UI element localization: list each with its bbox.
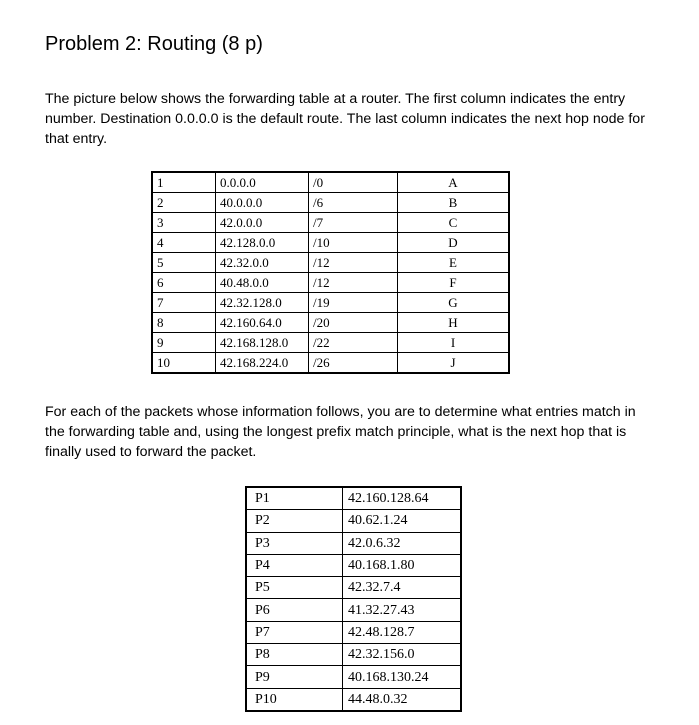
next-hop-cell: F: [398, 273, 510, 293]
destination-cell: 42.32.128.0: [216, 293, 309, 313]
entry-number-cell: 5: [152, 253, 216, 273]
packet-id-cell: P4: [246, 554, 343, 576]
forwarding-table: [151, 171, 510, 374]
forwarding-table-row: [152, 353, 509, 374]
intro-paragraph: The picture below shows the forwarding table at a router. The first column indicates the entry number. Destination 0.0.0.0 is the default route. The last column indicates the next hop node for that entry.: [45, 91, 645, 147]
problem-title: Problem 2: Routing (8 p): [45, 33, 263, 55]
forwarding-table-row: [152, 293, 509, 313]
next-hop-cell: J: [398, 353, 510, 374]
packet-address-cell: 40.168.130.24: [343, 666, 462, 688]
prefix-length-cell: /22: [309, 333, 398, 353]
packet-address-cell: 42.0.6.32: [343, 532, 462, 554]
entry-number-cell: 4: [152, 233, 216, 253]
packet-row: [246, 621, 461, 643]
destination-cell: 42.160.64.0: [216, 313, 309, 333]
packet-id-cell: P1: [246, 487, 343, 510]
packet-id-cell: P7: [246, 621, 343, 643]
next-hop-cell: B: [398, 193, 510, 213]
packet-address-cell: 40.168.1.80: [343, 554, 462, 576]
next-hop-cell: I: [398, 333, 510, 353]
question-paragraph: For each of the packets whose information follows, you are to determine what entries match in the forwarding table and, using the longest prefix match principle, what is the next hop that is finally used to forward the packet.: [45, 404, 636, 460]
forwarding-table-row: [152, 172, 509, 193]
entry-number-cell: 10: [152, 353, 216, 374]
prefix-length-cell: /12: [309, 273, 398, 293]
prefix-length-cell: /19: [309, 293, 398, 313]
entry-number-cell: 9: [152, 333, 216, 353]
packet-row: [246, 487, 461, 510]
prefix-length-cell: /12: [309, 253, 398, 273]
packet-row: [246, 644, 461, 666]
forwarding-table-row: [152, 193, 509, 213]
destination-cell: 40.48.0.0: [216, 273, 309, 293]
forwarding-table-row: [152, 253, 509, 273]
next-hop-cell: H: [398, 313, 510, 333]
entry-number-cell: 7: [152, 293, 216, 313]
prefix-length-cell: /7: [309, 213, 398, 233]
next-hop-cell: D: [398, 233, 510, 253]
forwarding-table-row: [152, 213, 509, 233]
packet-row: [246, 532, 461, 554]
entry-number-cell: 8: [152, 313, 216, 333]
entry-number-cell: 1: [152, 172, 216, 193]
next-hop-cell: G: [398, 293, 510, 313]
prefix-length-cell: /6: [309, 193, 398, 213]
destination-cell: 42.32.0.0: [216, 253, 309, 273]
packet-row: [246, 688, 461, 711]
destination-cell: 42.168.128.0: [216, 333, 309, 353]
packet-id-cell: P9: [246, 666, 343, 688]
destination-cell: 40.0.0.0: [216, 193, 309, 213]
packet-row: [246, 554, 461, 576]
packet-row: [246, 666, 461, 688]
packet-address-cell: 42.48.128.7: [343, 621, 462, 643]
packet-row: [246, 599, 461, 621]
destination-cell: 42.168.224.0: [216, 353, 309, 374]
prefix-length-cell: /10: [309, 233, 398, 253]
entry-number-cell: 3: [152, 213, 216, 233]
packet-id-cell: P6: [246, 599, 343, 621]
packet-address-cell: 42.32.156.0: [343, 644, 462, 666]
packet-id-cell: P2: [246, 510, 343, 532]
entry-number-cell: 2: [152, 193, 216, 213]
packet-row: [246, 577, 461, 599]
forwarding-table-row: [152, 313, 509, 333]
packets-table: [245, 486, 462, 712]
forwarding-table-body: [152, 172, 509, 373]
packet-address-cell: 40.62.1.24: [343, 510, 462, 532]
packet-row: [246, 510, 461, 532]
packet-id-cell: P10: [246, 688, 343, 711]
next-hop-cell: C: [398, 213, 510, 233]
entry-number-cell: 6: [152, 273, 216, 293]
forwarding-table-row: [152, 233, 509, 253]
forwarding-table-row: [152, 333, 509, 353]
destination-cell: 42.128.0.0: [216, 233, 309, 253]
packet-id-cell: P5: [246, 577, 343, 599]
destination-cell: 0.0.0.0: [216, 172, 309, 193]
packet-address-cell: 42.160.128.64: [343, 487, 462, 510]
packet-address-cell: 41.32.27.43: [343, 599, 462, 621]
prefix-length-cell: /26: [309, 353, 398, 374]
forwarding-table-row: [152, 273, 509, 293]
packet-id-cell: P3: [246, 532, 343, 554]
packet-address-cell: 42.32.7.4: [343, 577, 462, 599]
destination-cell: 42.0.0.0: [216, 213, 309, 233]
packets-table-body: [246, 487, 461, 711]
prefix-length-cell: /0: [309, 172, 398, 193]
next-hop-cell: A: [398, 172, 510, 193]
packet-address-cell: 44.48.0.32: [343, 688, 462, 711]
packet-id-cell: P8: [246, 644, 343, 666]
next-hop-cell: E: [398, 253, 510, 273]
prefix-length-cell: /20: [309, 313, 398, 333]
